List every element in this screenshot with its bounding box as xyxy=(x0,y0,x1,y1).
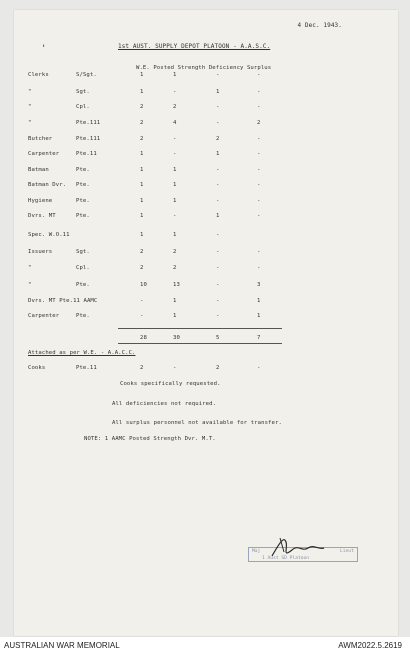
table-cell-posted: - xyxy=(173,151,177,157)
table-cell-we: 1 xyxy=(140,89,144,95)
table-cell-deficiency: 1 xyxy=(216,213,220,219)
table-cell-surplus: - xyxy=(257,151,261,157)
footer-source: AUSTRALIAN WAR MEMORIAL xyxy=(4,641,120,650)
table-cell-deficiency: 1 xyxy=(216,151,220,157)
document-date: 4 Dec. 1943. xyxy=(297,22,342,29)
table-header: W.E. Posted Strength Deficiency Surplus xyxy=(136,65,272,71)
table-cell-rank: S/Sgt. xyxy=(76,72,97,78)
table-cell-trade: Dvrs. MT Pte.11 AAMC xyxy=(28,298,98,304)
table-cell-deficiency: - xyxy=(216,313,220,319)
document-title: 1st AUST. SUPPLY DEPOT PLATOON - A.A.S.C. xyxy=(118,43,271,50)
table-cell-rank: Pte. xyxy=(76,182,90,188)
total-deficiency: 5 xyxy=(216,335,220,341)
table-cell-rank: Pte.111 xyxy=(76,120,101,126)
table-cell-we: 1 xyxy=(140,213,144,219)
table-cell-rank: Sgt. xyxy=(76,249,90,255)
table-cell-trade: " xyxy=(28,265,32,271)
table-cell-posted: 1 xyxy=(173,198,177,204)
table-cell-deficiency: - xyxy=(216,120,220,126)
table-cell-rank: Pte. xyxy=(76,167,90,173)
table-cell-posted: 4 xyxy=(173,120,177,126)
table-cell-we: 1 xyxy=(140,232,144,238)
footer-bar xyxy=(0,637,410,653)
table-cell-posted: 2 xyxy=(173,249,177,255)
table-cell-surplus: 1 xyxy=(257,298,261,304)
table-cell-deficiency: - xyxy=(216,232,220,238)
table-cell-deficiency: 2 xyxy=(216,136,220,142)
total-surplus: 7 xyxy=(257,335,261,341)
table-cell-surplus: - xyxy=(257,89,261,95)
table-cell-we: 2 xyxy=(140,265,144,271)
attached-trade: Cooks xyxy=(28,365,46,371)
total-we: 28 xyxy=(140,335,147,341)
table-cell-trade: Carpenter xyxy=(28,313,60,319)
table-cell-posted: 1 xyxy=(173,167,177,173)
table-cell-rank: Pte. xyxy=(76,198,90,204)
table-cell-trade: Spec. W.O.11 xyxy=(28,232,70,238)
attached-surplus: - xyxy=(257,365,261,371)
table-cell-posted: 2 xyxy=(173,104,177,110)
table-cell-surplus: - xyxy=(257,249,261,255)
table-cell-rank: Pte.11 xyxy=(76,151,97,157)
table-cell-surplus: - xyxy=(257,167,261,173)
table-cell-we: - xyxy=(140,313,144,319)
table-cell-we: 1 xyxy=(140,182,144,188)
table-cell-trade: Dvrs. MT xyxy=(28,213,56,219)
attached-rank: Pte.11 xyxy=(76,365,97,371)
table-cell-trade: Clerks xyxy=(28,72,49,78)
footer-accession: AWM2022.5.2619 xyxy=(338,641,402,650)
table-cell-surplus: - xyxy=(257,104,261,110)
table-cell-surplus: - xyxy=(257,72,261,78)
table-cell-we: 1 xyxy=(140,198,144,204)
table-cell-posted: - xyxy=(173,213,177,219)
table-cell-we: 2 xyxy=(140,120,144,126)
signature-icon xyxy=(262,532,342,562)
table-cell-posted: - xyxy=(173,89,177,95)
table-cell-rank: Pte. xyxy=(76,313,90,319)
table-cell-we: 1 xyxy=(140,167,144,173)
table-cell-trade: Butcher xyxy=(28,136,53,142)
table-cell-deficiency: - xyxy=(216,198,220,204)
table-cell-surplus: - xyxy=(257,136,261,142)
table-cell-we: 1 xyxy=(140,151,144,157)
totals-rule-top xyxy=(118,328,282,329)
table-cell-deficiency: - xyxy=(216,282,220,288)
table-cell-deficiency: 1 xyxy=(216,89,220,95)
attached-heading: Attached as per W.E. - A.A.C.C. xyxy=(28,350,136,356)
table-cell-rank: Pte.111 xyxy=(76,136,101,142)
stamp-lieut: Lieut xyxy=(340,549,354,554)
note-line: NOTE: 1 AAMC Posted Strength Dvr. M.T. xyxy=(84,436,216,442)
table-cell-surplus: - xyxy=(257,265,261,271)
table-cell-deficiency: - xyxy=(216,167,220,173)
table-cell-rank: Sgt. xyxy=(76,89,90,95)
table-cell-rank: Pte. xyxy=(76,213,90,219)
total-posted: 30 xyxy=(173,335,180,341)
table-cell-surplus: - xyxy=(257,213,261,219)
table-cell-surplus: 2 xyxy=(257,120,261,126)
table-cell-trade: Batman Dvr. xyxy=(28,182,67,188)
table-cell-posted: - xyxy=(173,136,177,142)
table-cell-surplus: 3 xyxy=(257,282,261,288)
totals-rule-bottom xyxy=(118,343,282,344)
table-cell-trade: Carpenter xyxy=(28,151,60,157)
attached-we: 2 xyxy=(140,365,144,371)
attached-posted: - xyxy=(173,365,177,371)
table-cell-we: - xyxy=(140,298,144,304)
table-cell-posted: 1 xyxy=(173,72,177,78)
attached-deficiency: 2 xyxy=(216,365,220,371)
table-cell-rank: Cpl. xyxy=(76,265,90,271)
table-cell-we: 10 xyxy=(140,282,147,288)
table-cell-surplus: - xyxy=(257,198,261,204)
table-cell-deficiency: - xyxy=(216,249,220,255)
note-cooks: Cooks specifically requested. xyxy=(120,381,221,387)
table-cell-posted: 1 xyxy=(173,313,177,319)
table-cell-posted: 1 xyxy=(173,232,177,238)
table-cell-rank: Cpl. xyxy=(76,104,90,110)
table-cell-deficiency: - xyxy=(216,182,220,188)
table-cell-deficiency: - xyxy=(216,265,220,271)
table-cell-trade: " xyxy=(28,104,32,110)
table-cell-trade: " xyxy=(28,89,32,95)
note-surplus: All surplus personnel not available for transfer. xyxy=(112,420,282,426)
stamp-unit: 1 Aust SD Platoon xyxy=(262,556,310,561)
table-cell-posted: 1 xyxy=(173,298,177,304)
pin-mark: ' xyxy=(41,44,47,54)
table-cell-we: 1 xyxy=(140,72,144,78)
table-cell-surplus: 1 xyxy=(257,313,261,319)
table-cell-deficiency: - xyxy=(216,298,220,304)
table-cell-trade: Batman xyxy=(28,167,49,173)
stamp-rank: Maj xyxy=(252,549,261,554)
table-cell-deficiency: - xyxy=(216,104,220,110)
note-deficiencies: All deficiencies not required. xyxy=(112,401,217,407)
table-cell-we: 2 xyxy=(140,136,144,142)
table-cell-posted: 2 xyxy=(173,265,177,271)
table-cell-posted: 1 xyxy=(173,182,177,188)
table-cell-trade: " xyxy=(28,282,32,288)
table-cell-surplus: - xyxy=(257,182,261,188)
table-cell-deficiency: - xyxy=(216,72,220,78)
table-cell-posted: 13 xyxy=(173,282,180,288)
table-cell-trade: Hygiene xyxy=(28,198,53,204)
table-cell-rank: Pte. xyxy=(76,282,90,288)
table-cell-trade: Issuers xyxy=(28,249,53,255)
table-cell-we: 2 xyxy=(140,249,144,255)
table-cell-trade: " xyxy=(28,120,32,126)
table-cell-we: 2 xyxy=(140,104,144,110)
